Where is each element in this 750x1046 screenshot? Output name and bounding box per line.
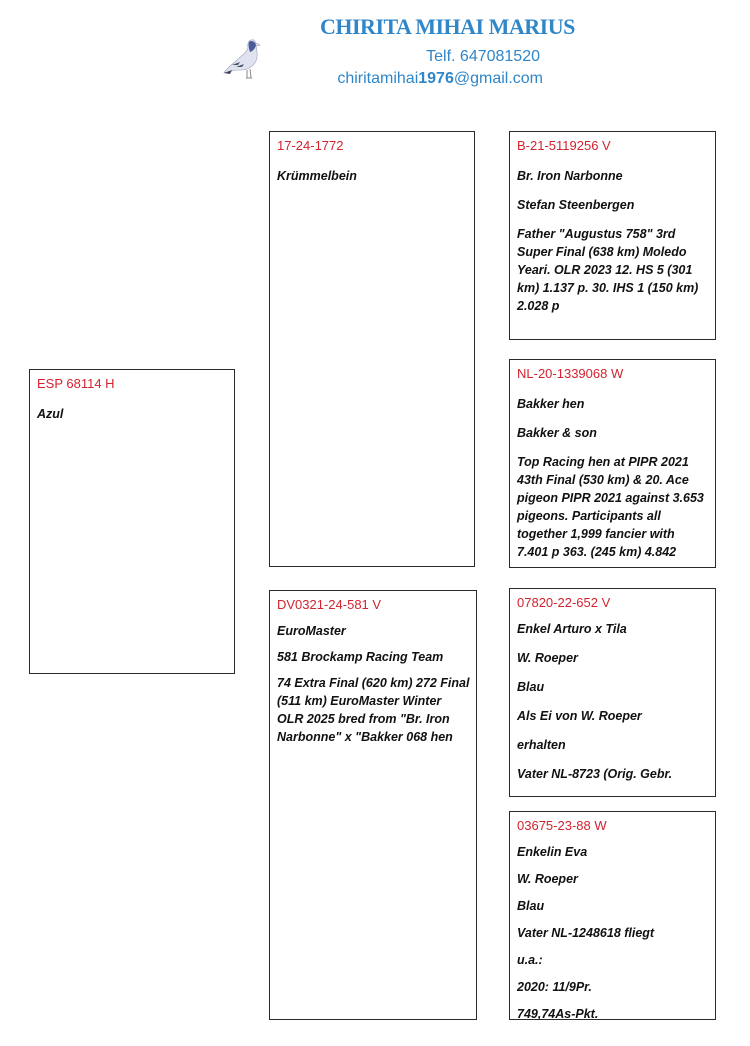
pigeon-detail: Azul [37, 407, 64, 421]
ring-number: NL-20-1339068 W [517, 366, 624, 381]
pedigree-box-subject [29, 369, 235, 674]
pedigree-box-sire-sire [509, 131, 716, 340]
email-user: chiritamihai [337, 70, 419, 87]
pigeon-detail: Bakker & son [517, 426, 597, 440]
pigeon-detail: Krümmelbein [277, 169, 357, 183]
pigeon-detail: Stefan Steenbergen [517, 198, 635, 212]
pigeon-detail: Vater NL-1248618 fliegt [517, 926, 655, 940]
pigeon-detail: Br. Iron Narbonne [517, 169, 623, 183]
ring-number: ESP 68114 H [37, 376, 115, 391]
pigeon-detail: 74 Extra Final (620 km) 272 Final (511 km) EuroMaster Winter OLR 2025 bred from "Br. Iron Narbonne" x "Bakker 068 hen [277, 676, 470, 744]
ring-number: 17-24-1772 [277, 138, 344, 153]
email-domain: @gmail.com [453, 70, 543, 87]
pigeon-detail: 749,74As-Pkt. [517, 1007, 599, 1021]
pedigree-box-dam [269, 590, 477, 1020]
pigeon-detail: Als Ei von W. Roeper [517, 709, 642, 723]
pigeon-detail: erhalten [517, 738, 566, 752]
pedigree-box-sire-dam [509, 359, 716, 568]
email-number: 1976 [418, 70, 454, 87]
pedigree-box-sire [269, 131, 475, 567]
ring-number: 03675-23-88 W [517, 818, 607, 833]
pigeon-detail: EuroMaster [277, 624, 346, 638]
pigeon-detail: W. Roeper [517, 651, 578, 665]
pigeon-detail: Blau [517, 680, 545, 694]
pedigree-box-dam-sire [509, 588, 716, 797]
ring-number: 07820-22-652 V [517, 595, 611, 610]
phone-number: Telf. 647081520 [426, 48, 540, 65]
breeder-name: CHIRITA MIHAI MARIUS [320, 14, 575, 39]
pigeon-detail: Father "Augustus 758" 3rd Super Final (638 km) Moledo Yeari. OLR 2023 12. HS 5 (301 km) 1.137 p. 30. IHS 1 (150 km) 2.028 p [517, 227, 699, 313]
pigeon-detail: Blau [517, 899, 545, 913]
pigeon-detail: W. Roeper [517, 872, 578, 886]
pigeon-detail: 2020: 11/9Pr. [517, 980, 592, 994]
pedigree-box-dam-dam [509, 811, 716, 1020]
pigeon-detail: Bakker hen [517, 397, 585, 411]
ring-number: DV0321-24-581 V [277, 597, 382, 612]
pigeon-detail: Top Racing hen at PIPR 2021 43th Final (530 km) & 20. Ace pigeon PIPR 2021 against 3.653 pigeons. Participants all together 1,999 fancier with 7.401 p 363. (245 km) 4.842 [517, 455, 704, 559]
header [170, 0, 575, 100]
pigeon-detail: Enkel Arturo x Tila [517, 622, 627, 636]
email-address[interactable] [337, 70, 543, 88]
pigeon-icon [220, 34, 270, 84]
pigeon-detail: 581 Brockamp Racing Team [277, 650, 444, 664]
pigeon-detail: Vater NL-8723 (Orig. Gebr. [517, 767, 673, 781]
pigeon-detail: Enkelin Eva [517, 845, 588, 859]
ring-number: B-21-5119256 V [517, 138, 611, 153]
pigeon-detail: u.a.: [517, 953, 543, 967]
